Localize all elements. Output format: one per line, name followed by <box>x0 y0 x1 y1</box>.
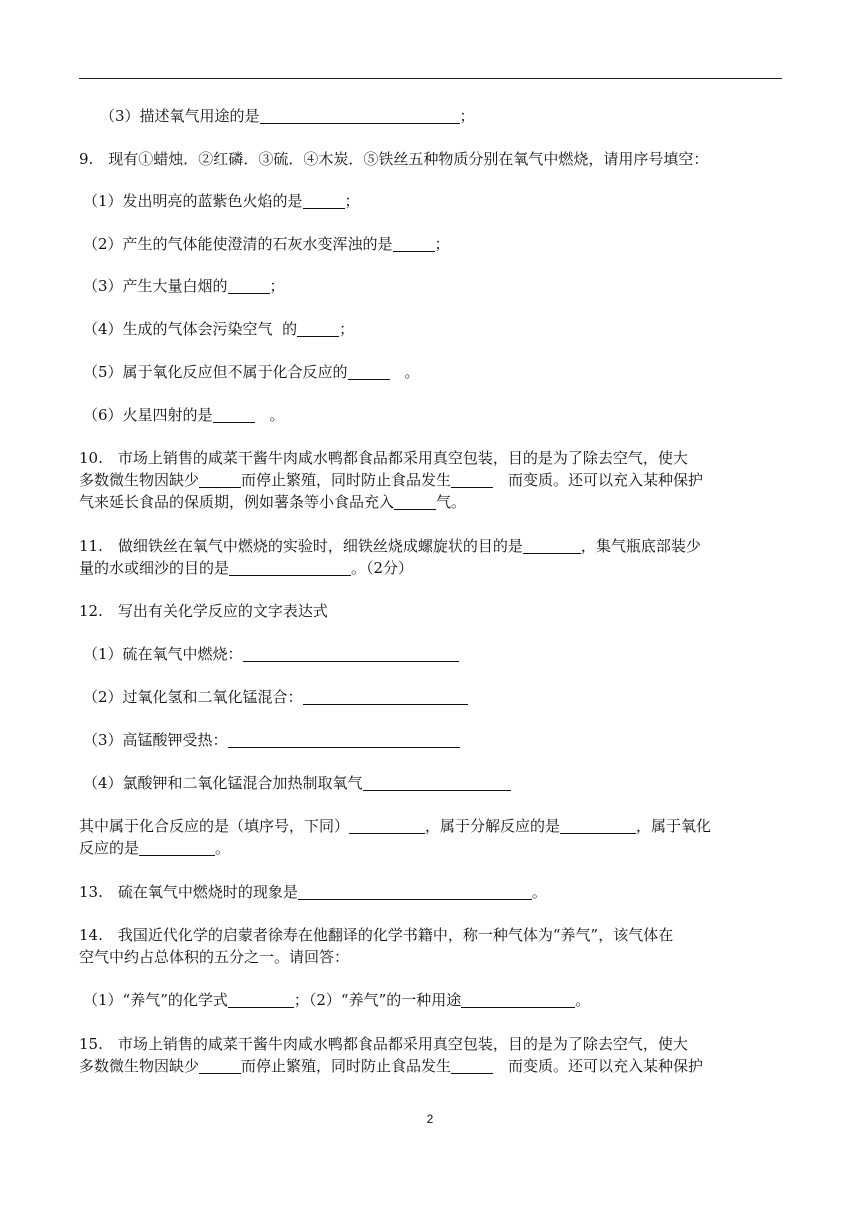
q14-line-3 <box>83 989 590 1011</box>
q12-item-1-blank[interactable] <box>243 645 459 662</box>
q12-item-2-blank[interactable] <box>303 688 468 705</box>
q12-tail-line-2 <box>79 837 230 859</box>
q10-line-3-b: 气。 <box>436 493 467 511</box>
q15-line-2-a: 多数微生物因缺少 <box>79 1057 200 1075</box>
q12-blank-combination[interactable] <box>349 817 425 834</box>
q14-blank-use[interactable] <box>461 991 575 1008</box>
q9-item-6-blank[interactable] <box>213 406 255 423</box>
q10-blank-2[interactable] <box>451 471 493 488</box>
q10-line-3-a: 气来延长食品的保质期，例如薯条等小食品充入 <box>79 493 395 511</box>
q9-item-3-end: ； <box>269 277 285 295</box>
q12-tail-e: 。 <box>215 839 231 857</box>
q8-item-3 <box>100 105 475 127</box>
q9-item-5-end: 。 <box>389 363 420 381</box>
q15-blank-1[interactable] <box>199 1057 241 1074</box>
q9-item-1-text: （1）发出明亮的蓝紫色火焰的是 <box>83 192 303 210</box>
q15-line-2 <box>79 1055 703 1077</box>
q9-item-4 <box>83 318 354 340</box>
q10-line-2-a: 多数微生物因缺少 <box>79 471 200 489</box>
q9-item-1-end: ； <box>344 192 360 210</box>
q12-blank-decomposition[interactable] <box>560 817 636 834</box>
q15-blank-2[interactable] <box>451 1057 493 1074</box>
q9-item-4-blank[interactable] <box>297 320 339 337</box>
q12-item-4-blank[interactable] <box>363 774 511 791</box>
q12-tail-line-1 <box>79 815 711 837</box>
q10-blank-3[interactable] <box>394 493 436 510</box>
q14-line-3-c: 。 <box>575 991 591 1009</box>
q15-line-2-c: 而变质。还可以充入某种保护 <box>493 1057 704 1075</box>
q11-blank-2[interactable] <box>229 559 351 576</box>
q11-line-2-b: 。（2分） <box>351 559 414 577</box>
q12-item-3-blank[interactable] <box>228 731 460 748</box>
q12-item-3 <box>83 729 460 751</box>
q9-item-2 <box>83 233 450 255</box>
q9-item-4-text: （4）生成的气体会污染空气 的 <box>83 320 298 338</box>
q9-item-2-blank[interactable] <box>393 235 435 252</box>
q9-item-6-text: （6）火星四射的是 <box>83 406 213 424</box>
q9-stem: 9. 现有①蜡烛．②红磷．③硫．④木炭．⑤铁丝五种物质分别在氧气中燃烧，请用序号填空： <box>79 150 709 168</box>
q8-item-3-text: （3）描述氧气用途的是 <box>100 107 260 125</box>
q10-line-1: 10. 市场上销售的咸菜干酱牛肉咸水鸭都食品都采用真空包装，目的是为了除去空气，使大 <box>79 449 688 467</box>
q12-tail-a: 其中属于化合反应的是（填序号，下同） <box>79 817 350 835</box>
q14-line-3-a: （1）“养气”的化学式 <box>83 991 228 1009</box>
q12-item-2 <box>83 686 468 708</box>
q11-line-1-b: ，集气瓶底部装少 <box>580 537 701 555</box>
q9-item-2-end: ； <box>434 235 450 253</box>
q12-item-4 <box>83 772 511 794</box>
q14-blank-formula[interactable] <box>228 991 294 1008</box>
q11-line-1 <box>79 535 701 557</box>
q12-stem: 12. 写出有关化学反应的文字表达式 <box>79 602 328 620</box>
q9-item-5-blank[interactable] <box>348 363 390 380</box>
q11-line-1-a: 11. 做细铁丝在氧气中燃烧的实验时，细铁丝烧成螺旋状的目的是 <box>79 537 523 555</box>
q12-item-4-text: （4）氯酸钾和二氧化锰混合加热制取氧气 <box>83 774 363 792</box>
q9-item-3-text: （3）产生大量白烟的 <box>83 277 228 295</box>
q13-end: 。 <box>531 883 547 901</box>
q14-line-2: 空气中约占总体积的五分之一。请回答： <box>79 948 350 966</box>
q11-blank-1[interactable] <box>523 537 581 554</box>
q10-line-3 <box>79 491 466 513</box>
q12-tail-d: 反应的是 <box>79 839 140 857</box>
q9-item-3-blank[interactable] <box>228 277 270 294</box>
q10-line-2-b: 而停止繁殖，同时防止食品发生 <box>241 471 452 489</box>
q12-item-3-text: （3）高锰酸钾受热： <box>83 731 228 749</box>
q8-item-3-end: ； <box>459 107 475 125</box>
q12-tail-c: ，属于氧化 <box>636 817 712 835</box>
q9-item-5 <box>83 361 420 383</box>
q11-line-2-a: 量的水或细沙的目的是 <box>79 559 230 577</box>
q12-item-1-text: （1）硫在氧气中燃烧： <box>83 645 243 663</box>
q12-item-1 <box>83 643 459 665</box>
q10-blank-1[interactable] <box>199 471 241 488</box>
q13-blank[interactable] <box>298 883 532 900</box>
page-number: 2 <box>426 1112 434 1126</box>
q12-item-2-text: （2）过氧化氢和二氧化锰混合： <box>83 688 303 706</box>
q13-text: 13. 硫在氧气中燃烧时的现象是 <box>79 883 298 901</box>
q12-tail-b: ，属于分解反应的是 <box>425 817 561 835</box>
q9-item-5-text: （5）属于氧化反应但不属于化合反应的 <box>83 363 348 381</box>
q14-line-3-b: ；（2）“养气”的一种用途 <box>293 991 462 1009</box>
q8-item-3-blank[interactable] <box>260 107 460 124</box>
header-rule <box>79 78 782 79</box>
q14-line-1: 14. 我国近代化学的启蒙者徐寿在他翻译的化学书籍中，称一种气体为“养气”，该气体在 <box>79 926 674 944</box>
q9-item-6 <box>83 404 285 426</box>
q15-line-2-b: 而停止繁殖，同时防止食品发生 <box>241 1057 452 1075</box>
q9-item-4-end: ； <box>339 320 355 338</box>
q10-line-2 <box>79 469 703 491</box>
q9-item-3 <box>83 275 285 297</box>
q9-item-6-end: 。 <box>254 406 285 424</box>
q10-line-2-c: 而变质。还可以充入某种保护 <box>493 471 704 489</box>
q12-blank-oxidation[interactable] <box>139 839 215 856</box>
q9-item-1 <box>83 190 360 212</box>
q9-item-2-text: （2）产生的气体能使澄清的石灰水变浑浊的是 <box>83 235 393 253</box>
q15-line-1: 15. 市场上销售的咸菜干酱牛肉咸水鸭都食品都采用真空包装，目的是为了除去空气，使大 <box>79 1035 688 1053</box>
q13-line <box>79 881 547 903</box>
q9-item-1-blank[interactable] <box>303 192 345 209</box>
q11-line-2 <box>79 557 413 579</box>
